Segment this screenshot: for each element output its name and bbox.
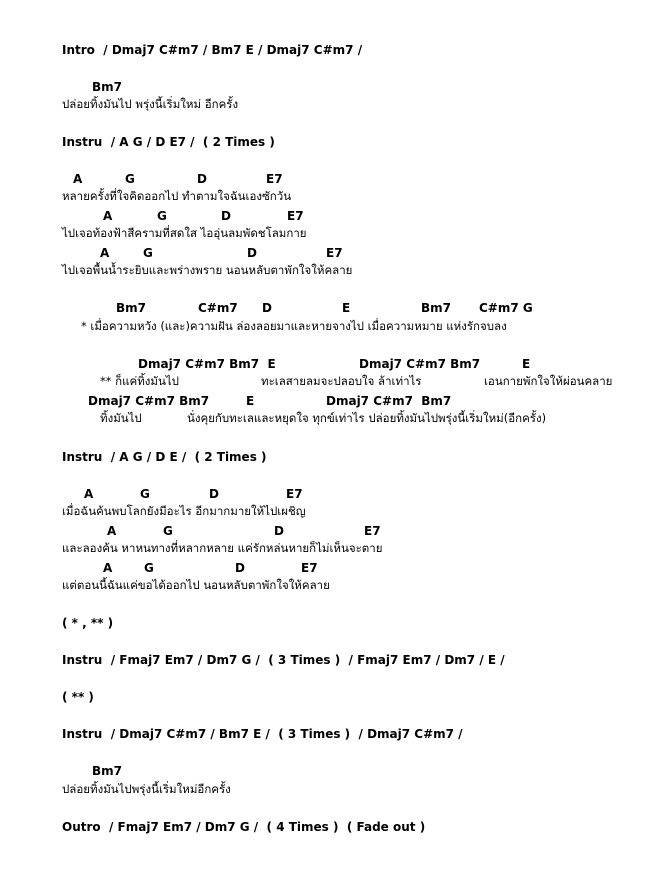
lyric-line: นั่งคุยกับทะเลและหยุดใจ ทุกข์เท่าไร ปล่อยทิ้งมันไปพรุ่งนี้เริ่มใหม่(อีกครั้ง): [187, 411, 547, 425]
lyric-line: ไปเจอพื้นน้ำระยิบและพร่างพราย นอนหลับตาพักใจให้คลาย: [62, 263, 353, 277]
lyric-line: หลายครั้งที่ใจคิดออกไป ทำตามใจฉันเองซักวัน: [62, 189, 292, 203]
chord: E7: [364, 524, 381, 538]
chord: G: [144, 561, 154, 575]
lyric-line: ทิ้งมันไป: [100, 411, 142, 425]
lyric-line: ** ก็แค่ทิ้งมันไป: [100, 374, 179, 388]
chord: G: [140, 487, 150, 501]
chord: G: [143, 246, 153, 260]
chord: A: [100, 246, 110, 260]
chord: E7: [286, 487, 303, 501]
chord: A: [84, 487, 94, 501]
chord: E: [522, 357, 531, 371]
chord: Dmaj7 C#m7 Bm7: [359, 357, 481, 371]
chord: E7: [301, 561, 318, 575]
chord: D: [235, 561, 245, 575]
chord: D: [209, 487, 219, 501]
outro-line: Outro / Fmaj7 Em7 / Dm7 G / ( 4 Times ) ( Fade out ): [62, 820, 426, 834]
chord: G: [157, 209, 167, 223]
chord: E7: [287, 209, 304, 223]
chord: Dmaj7 C#m7 Bm7 E: [138, 357, 276, 371]
repeat-marker: ( * , ** ): [62, 616, 114, 630]
lyric-line: เอนกายพักใจให้ผ่อนคลาย: [484, 374, 613, 388]
chord: A: [107, 524, 117, 538]
lyric-line: แต่ตอนนี้ฉันแค่ขอได้ออกไป นอนหลับตาพักใจให้คลาย: [62, 578, 330, 592]
instrumental-line: Instru / Dmaj7 C#m7 / Bm7 E / ( 3 Times ) / Dmaj7 C#m7 /: [62, 727, 463, 741]
chord: E: [342, 301, 351, 315]
lyric-line: ไปเจอท้องฟ้าสีครามที่สดใส ไออุ่นลมพัดชโลมกาย: [62, 226, 307, 240]
chord: Dmaj7 C#m7 Bm7: [326, 394, 452, 408]
lyric-line: และลองค้น หาหนทางที่หลากหลาย แค่รักหล่นหายก็ไม่เห็นจะตาย: [62, 541, 383, 555]
chord: C#m7 G: [479, 301, 533, 315]
instrumental-line: Instru / Fmaj7 Em7 / Dm7 G / ( 3 Times ) / Fmaj7 Em7 / Dm7 / E /: [62, 653, 505, 667]
chord: E: [246, 394, 255, 408]
lyric-line: * เมื่อความหวัง (และ)ความฝัน ล่องลอยมาและหายจางไป เมื่อความหมาย แห่งรักจบลง: [81, 319, 507, 333]
intro-line: Intro / Dmaj7 C#m7 / Bm7 E / Dmaj7 C#m7 /: [62, 43, 363, 57]
chord: A: [103, 209, 113, 223]
chord: E7: [326, 246, 343, 260]
chord: D: [197, 172, 207, 186]
chord: A: [73, 172, 83, 186]
repeat-marker: ( ** ): [62, 690, 94, 704]
chord: D: [221, 209, 231, 223]
chord: Bm7: [116, 301, 146, 315]
chord: Bm7: [92, 764, 122, 778]
chord: C#m7: [198, 301, 238, 315]
chord: E7: [266, 172, 283, 186]
chord: D: [274, 524, 284, 538]
instrumental-line: Instru / A G / D E / ( 2 Times ): [62, 450, 267, 464]
lyric-line: เมื่อฉันค้นพบโลกยังมีอะไร อีกมากมายให้ไปเผชิญ: [62, 504, 306, 518]
instrumental-line: Instru / A G / D E7 / ( 2 Times ): [62, 135, 275, 149]
chord: G: [125, 172, 135, 186]
chord: G: [163, 524, 173, 538]
lyric-line: ทะเลสายลมจะปลอบใจ ล้าเท่าไร: [261, 374, 422, 388]
chord: D: [262, 301, 272, 315]
chord: A: [103, 561, 113, 575]
chord: Bm7: [421, 301, 451, 315]
lyric-line: ปล่อยทิ้งมันไปพรุ่งนี้เริ่มใหม่อีกครั้ง: [62, 782, 231, 796]
chord: D: [247, 246, 257, 260]
lyric-line: ปล่อยทิ้งมันไป พรุ่งนี้เริ่มใหม่ อีกครั้ง: [62, 97, 239, 111]
chord: Bm7: [92, 80, 122, 94]
chord: Dmaj7 C#m7 Bm7: [88, 394, 210, 408]
